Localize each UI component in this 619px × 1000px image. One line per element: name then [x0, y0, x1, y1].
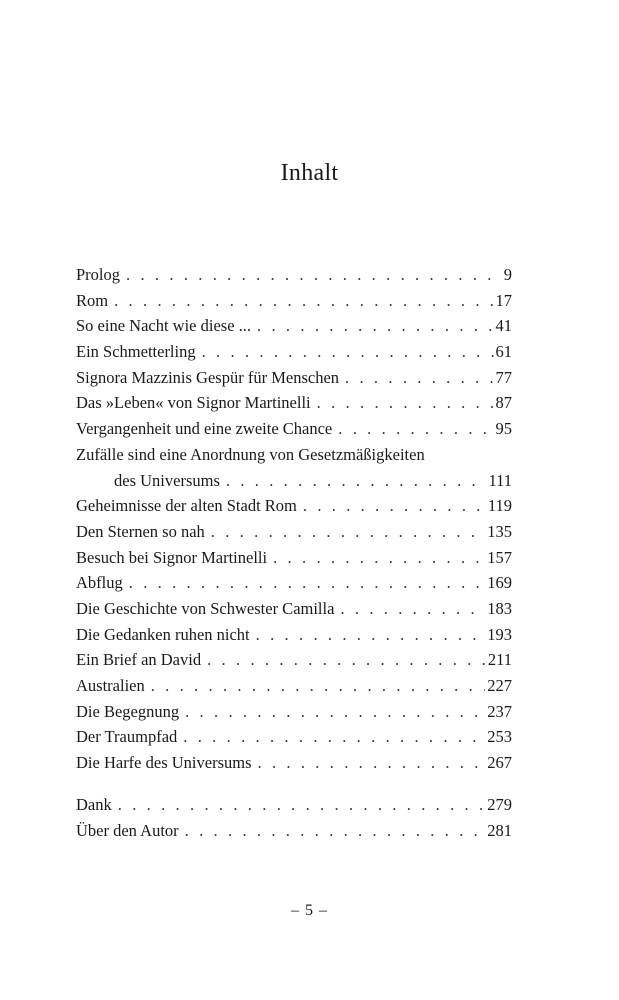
toc-entry — [76, 699, 512, 725]
toc-entry — [76, 724, 512, 750]
toc-entry — [76, 792, 512, 818]
dot-leader — [126, 262, 502, 288]
dot-leader — [273, 545, 485, 571]
toc-entry-label: Besuch bei Signor Martinelli — [76, 547, 268, 567]
dot-leader — [185, 699, 485, 725]
toc-entry — [76, 622, 512, 648]
toc-entry-label: Die Begegnung — [76, 701, 180, 721]
toc-entry-page: 211 — [487, 650, 512, 670]
dot-leader — [185, 818, 486, 844]
dot-leader — [257, 313, 493, 339]
toc-entry-label: Prolog — [76, 265, 121, 284]
toc-entry — [76, 750, 512, 776]
toc-entry-page: 157 — [487, 547, 512, 567]
toc-entry-page: 87 — [495, 393, 512, 413]
dot-leader — [183, 724, 485, 750]
toc-entry — [76, 818, 512, 844]
toc-entry-page: 119 — [487, 496, 512, 516]
dot-leader — [114, 288, 493, 314]
toc-entry-label: Signora Mazzinis Gespür für Menschen — [76, 367, 340, 387]
toc-entry-page: 61 — [495, 342, 512, 362]
toc-entry — [76, 545, 512, 571]
toc-entry — [76, 493, 512, 519]
dot-leader — [338, 416, 493, 442]
toc-entry-page: 183 — [487, 598, 512, 618]
toc-entry — [76, 647, 512, 673]
dot-leader — [258, 750, 486, 776]
toc-entry-page: 95 — [495, 419, 512, 439]
toc-entry — [76, 313, 512, 339]
toc-entry-label: Das »Leben« von Signor Martinelli — [76, 393, 311, 413]
toc-entry — [76, 519, 512, 545]
toc-entry-page: 135 — [487, 521, 512, 541]
toc-entry-page: 111 — [488, 470, 512, 490]
dot-leader — [202, 339, 494, 365]
dot-leader — [340, 596, 485, 622]
toc-entry-label: Ein Schmetterling — [76, 342, 196, 362]
dot-leader — [226, 468, 487, 494]
toc-entry-page: 17 — [495, 290, 512, 310]
toc-entry-label: Vergangenheit und eine zweite Chance — [76, 419, 333, 439]
toc-entry-label: Die Geschichte von Schwester Camilla — [76, 598, 335, 618]
toc-entry-page: 169 — [487, 573, 512, 593]
toc-entry-label: Geheimnisse der alten Stadt Rom — [76, 496, 297, 516]
toc-entry-page: 77 — [495, 367, 512, 387]
toc-entry-label: Rom — [76, 290, 109, 310]
table-of-contents — [76, 262, 512, 776]
toc-entry — [76, 673, 512, 699]
toc-entry-label-continued: des Universums — [114, 470, 220, 490]
toc-entry-label: Zufälle sind eine Anordnung von Gesetzmäßigkeiten — [76, 444, 425, 464]
toc-entry-page: 193 — [487, 624, 512, 644]
toc-entry-label: Die Harfe des Universums — [76, 753, 252, 773]
page-title: Inhalt — [280, 160, 339, 186]
toc-entry — [76, 416, 512, 442]
toc-entry-page: 237 — [487, 701, 512, 721]
dot-leader — [317, 390, 494, 416]
page-number: – 5 – — [291, 902, 328, 919]
toc-entry-label: So eine Nacht wie diese ... — [76, 316, 252, 336]
toc-entry — [76, 442, 512, 493]
toc-entry — [76, 570, 512, 596]
toc-entry-label: Dank — [76, 795, 112, 814]
table-of-contents-back-matter — [76, 792, 512, 843]
toc-entry-page: 227 — [487, 676, 512, 695]
toc-entry-label: Australien — [76, 676, 145, 695]
toc-entry-page: 281 — [487, 820, 512, 840]
dot-leader — [151, 673, 486, 699]
toc-entry — [76, 596, 512, 622]
toc-entry — [76, 288, 512, 314]
toc-entry-page: 267 — [487, 753, 512, 773]
toc-entry-page: 9 — [503, 265, 512, 284]
dot-leader — [256, 622, 486, 648]
toc-entry-label: Die Gedanken ruhen nicht — [76, 624, 250, 644]
toc-entry — [76, 339, 512, 365]
dot-leader — [211, 519, 485, 545]
toc-entry-page: 253 — [487, 727, 512, 747]
toc-entry — [76, 390, 512, 416]
toc-entry-label: Abflug — [76, 573, 123, 593]
toc-entry-label: Der Traumpfad — [76, 727, 178, 747]
dot-leader — [118, 792, 486, 818]
dot-leader — [303, 493, 486, 519]
dot-leader — [345, 365, 493, 391]
toc-entry-page: 279 — [487, 795, 512, 814]
toc-entry — [76, 262, 512, 288]
dot-leader — [207, 647, 486, 673]
toc-entry-page: 41 — [495, 316, 512, 336]
toc-entry-label: Über den Autor — [76, 820, 179, 840]
toc-entry-label: Ein Brief an David — [76, 650, 202, 670]
toc-entry — [76, 365, 512, 391]
toc-entry-label: Den Sternen so nah — [76, 521, 205, 541]
dot-leader — [129, 570, 486, 596]
